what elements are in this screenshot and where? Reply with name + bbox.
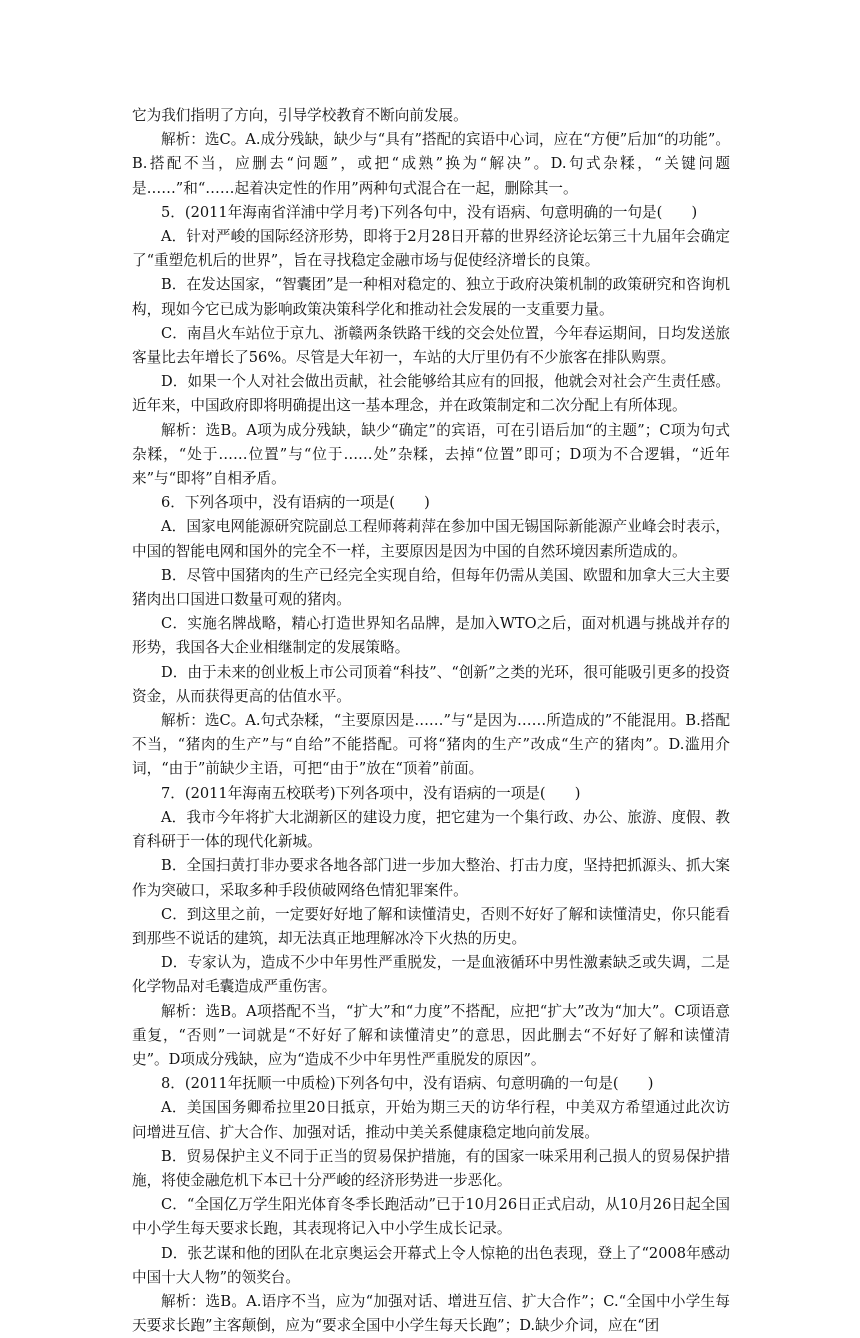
paragraph: B．在发达国家，“智囊团”是一种相对稳定的、独立于政府决策机制的政策研究和咨询机构，现如今它已成为影响政策决策科学化和推动社会发展的一支重要力量。 [132,276,730,318]
paragraph: 8．(2011年抚顺一中质检)下列各句中，没有语病、句意明确的一句是( ) [161,1075,654,1093]
paragraph: A．我市今年将扩大北湖新区的建设力度，把它建为一个集行政、办公、旅游、度假、教育科研于一体的现代化新城。 [132,808,730,851]
paragraph: C．南昌火车站位于京九、浙赣两条铁路干线的交会处位置，今年春运期间，日均发送旅客量比去年增长了56%。尽管是大年初一，车站的大厅里仍有不少旅客在排队购票。 [132,324,730,367]
document-page [132,104,730,1338]
paragraph: 5．(2011年海南省洋浦中学月考)下列各句中，没有语病、句意明确的一句是( ) [161,203,698,221]
paragraph: D．张艺谋和他的团队在北京奥运会开幕式上令人惊艳的出色表现，登上了“2008年感动中国十大人物”的领奖台。 [132,1244,730,1286]
paragraph: A．美国国务卿希拉里20日抵京，开始为期三天的访华行程，中美双方希望通过此次访问增进互信、扩大合作、加强对话，推动中美关系健康稳定地向前发展。 [132,1099,730,1141]
paragraph: B．尽管中国猪肉的生产已经完全实现自给，但每年仍需从美国、欧盟和加拿大三大主要猪肉出口国进口数量可观的猪肉。 [132,566,730,609]
paragraph: 解析：选C。A.成分残缺，缺少与“具有”搭配的宾语中心词，应在“方便”后加“的功能”。B.搭配不当，应删去“问题”，或把“成熟”换为“解决”。D.句式杂糅，“关键问题是……”和“……起着决定性的作用”两种句式混合在一起，删除其一。 [132,131,730,197]
paragraph: D．如果一个人对社会做出贡献，社会能够给其应有的回报，他就会对社会产生责任感。近年来，中国政府即将明确提出这一基本理念，并在政策制定和二次分配上有所体现。 [132,373,730,415]
paragraph: C．到这里之前，一定要好好地了解和读懂清史，否则不好好了解和读懂清史，你只能看到那些不说话的建筑，却无法真正地理解冰冷下火热的历史。 [132,905,730,947]
paragraph: 6．下列各项中，没有语病的一项是( ) [161,494,430,512]
paragraph: D．专家认为，造成不少中年男性严重脱发，一是血液循环中男性激素缺乏或失调，二是化学物品对毛囊造成严重伤害。 [132,954,730,996]
paragraph: 解析：选B。A项搭配不当，“扩大”和“力度”不搭配，应把“扩大”改为“加大”。C项语意重复，“否则”一词就是“不好好了解和读懂清史”的意思，因此删去“不好好了解和读懂清史”。D项成分残缺，应为“造成不少中年男性严重脱发的原因”。 [132,1002,730,1068]
paragraph: B．全国扫黄打非办要求各地各部门进一步加大整治、打击力度，坚持把抓源头、抓大案作为突破口，采取多种手段侦破网络色情犯罪案件。 [132,857,730,899]
paragraph: C．实施名牌战略，精心打造世界知名品牌，是加入WTO之后，面对机遇与挑战并存的形势，我国各大企业相继制定的发展策略。 [132,615,730,657]
paragraph: 它为我们指明了方向，引导学校教育不断向前发展。 [132,107,468,124]
paragraph: C．“全国亿万学生阳光体育冬季长跑活动”已于10月26日正式启动，从10月26日起全国中小学生每天要求长跑，其表现将记入中小学生成长记录。 [132,1196,730,1238]
paragraph: A．国家电网能源研究院副总工程师蒋莉萍在参加中国无锡国际新能源产业峰会时表示，中国的智能电网和国外的完全不一样，主要原因是因为中国的自然环境因素所造成的。 [132,518,730,560]
paragraph: B．贸易保护主义不同于正当的贸易保护措施，有的国家一味采用利己损人的贸易保护措施，将使金融危机下本已十分严峻的经济形势进一步恶化。 [132,1147,730,1189]
paragraph: 解析：选B。A.语序不当，应为“加强对话、增进互信、扩大合作”；C.“全国中小学生每天要求长跑”主客颠倒，应为“要求全国中小学生每天长跑”；D.缺少介词，应在“团 [132,1292,730,1335]
paragraph: 7．(2011年海南五校联考)下列各项中，没有语病的一项是( ) [161,784,581,802]
paragraph: D．由于未来的创业板上市公司顶着“科技”、“创新”之类的光环，很可能吸引更多的投资资金，从而获得更高的估值水平。 [132,663,730,705]
paragraph: A．针对严峻的国际经济形势，即将于2月28日开幕的世界经济论坛第三十九届年会确定了“重塑危机后的世界”，旨在寻找稳定金融市场与促使经济增长的良策。 [132,228,730,270]
paragraph: 解析：选C。A.句式杂糅，“主要原因是……”与“是因为……所造成的”不能混用。B.搭配不当，“猪肉的生产”与“自给”不能搭配。可将“猪肉的生产”改成“生产的猪肉”。D.滥用介词，“由于”前缺少主语，可把“由于”放在“顶着”前面。 [132,712,730,778]
paragraph: 解析：选B。A项为成分残缺，缺少“确定”的宾语，可在引语后加“的主题”；C项为句式杂糅，“处于……位置”与“位于……处”杂糅，去掉“位置”即可；D项为不合逻辑，“近年来”与“即将”自相矛盾。 [132,421,730,488]
